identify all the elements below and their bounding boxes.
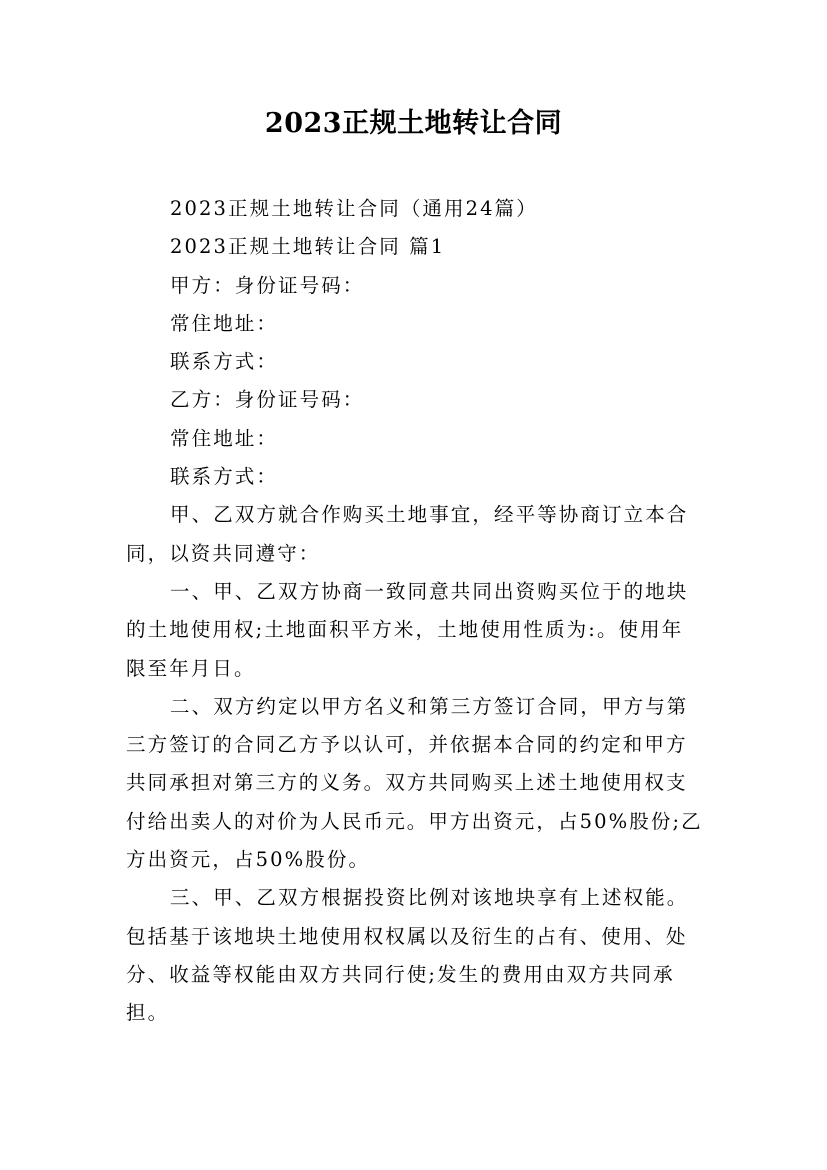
paragraph-line: 一、甲、乙双方协商一致同意共同出资购买位于的地块 <box>170 579 689 603</box>
paragraph-line: 甲、乙双方就合作购买土地事宜，经平等协商订立本合 <box>170 503 689 527</box>
paragraph-line: 担。 <box>126 1001 170 1025</box>
paragraph-line: 三方签订的合同乙方予以认可，并依据本合同的约定和甲方 <box>126 733 688 757</box>
paragraph-line: 三、甲、乙双方根据投资比例对该地块享有上述权能。 <box>170 886 689 910</box>
party-a-contact: 联系方式： <box>170 350 279 374</box>
paragraph-line: 同，以资共同遵守： <box>126 541 321 565</box>
paragraph-line: 共同承担对第三方的义务。双方共同购买上述土地使用权支 <box>126 771 688 795</box>
paragraph-line: 付给出卖人的对价为人民币元。甲方出资元，占50%股份;乙 <box>126 809 703 833</box>
party-b-address: 常住地址： <box>170 426 279 450</box>
party-a-address: 常住地址： <box>170 311 279 335</box>
paragraph-line: 包括基于该地块土地使用权权属以及衍生的占有、使用、处 <box>126 924 688 948</box>
party-b-id: 乙方：身份证号码： <box>170 388 365 412</box>
paragraph-line: 二、双方约定以甲方名义和第三方签订合同，甲方与第 <box>170 694 689 718</box>
party-a-id: 甲方：身份证号码： <box>170 273 365 297</box>
paragraph-line: 的土地使用权;土地面积平方米，土地使用性质为:。使用年 <box>126 618 684 642</box>
subtitle-line: 2023正规土地转让合同（通用24篇） <box>170 197 538 220</box>
paragraph-line: 限至年月日。 <box>126 656 256 680</box>
document-body <box>126 190 716 1033</box>
party-b-contact: 联系方式： <box>170 465 279 489</box>
document-title: 2023正规土地转让合同 <box>264 108 563 139</box>
paragraph-line: 方出资元，占50%股份。 <box>126 848 371 872</box>
section-heading: 2023正规土地转让合同 篇1 <box>170 235 446 259</box>
paragraph-line: 分、收益等权能由双方共同行使;发生的费用由双方共同承 <box>126 962 675 986</box>
